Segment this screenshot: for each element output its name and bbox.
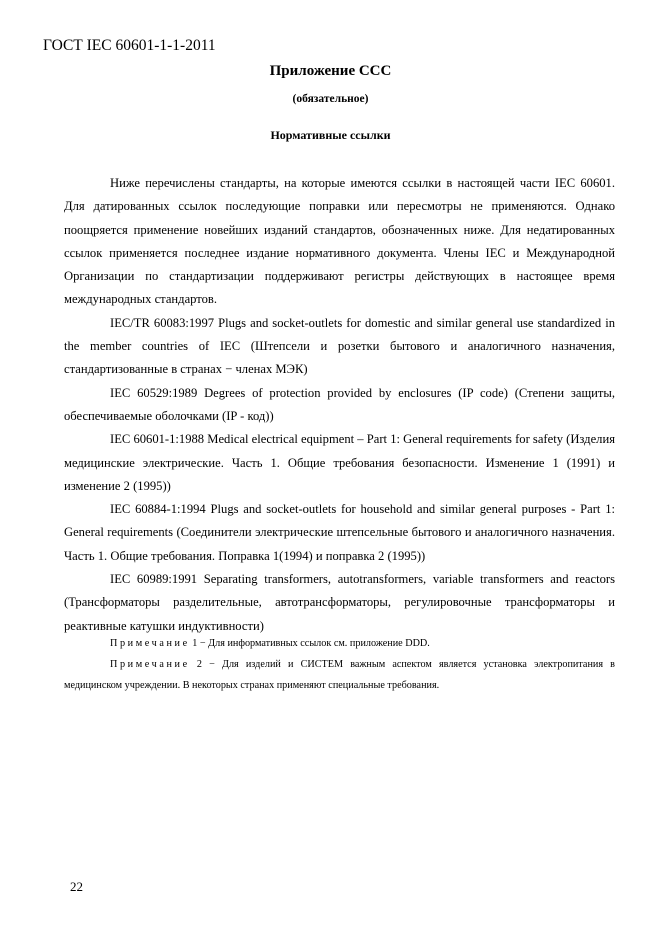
note-label: Примечание [110,659,190,670]
reference-iec-60989: IEC 60989:1991 Separating transformers, autotransformers, variable transformers and reactors (Трансформаторы разделительные, автотрансформаторы, регулировочные трансформаторы и реактивные катушки индуктивности) [64,572,615,633]
reference-iec-60529: IEC 60529:1989 Degrees of protection provided by enclosures (IP code) (Степени защиты, обеспечиваемые оболочками (IP - код)) [64,385,615,423]
note-text: 1 − Для информативных ссылок см. приложение DDD. [192,638,430,649]
document-header-id: ГОСТ IEC 60601-1-1-2011 [43,37,216,54]
note-1 [64,633,615,654]
notes [64,633,615,696]
appendix-title: Приложение CCC [269,63,392,79]
reference-iec-60884-1: IEC 60884-1:1994 Plugs and socket-outlets for household and similar general purposes - Part 1: General requirements (Соединители электрические штепсельные бытового и аналогичного назначения. Часть 1. Общие требования. Поправка 1(1994) и поправка 2 (1995)) [64,502,615,563]
reference-iec-60601-1: IEC 60601-1:1988 Medical electrical equipment – Part 1: General requirements for safety (Изделия медицинские электрические. Часть 1. Общие требования безопасности. Изменение 1 (1991) и изменение 2 (1995)) [64,432,615,493]
note-2 [64,654,615,696]
body-text [64,172,615,638]
section-heading: Нормативные ссылки [270,128,391,142]
note-text: 2 − Для изделий и СИСТЕМ важным аспектом является установка электропитания в медицинском учреждении. В некоторых странах применяют специальные требования. [64,659,615,691]
reference-iec-60083: IEC/TR 60083:1997 Plugs and socket-outlets for domestic and similar general use standardized in the member countries of IEC (Штепсели и розетки бытового и аналогичного назначения, стандартизованные в странах − членах МЭК) [64,315,615,377]
page-number: 22 [70,879,83,894]
appendix-status: (обязательное) [292,93,369,105]
note-label: Примечание [110,638,190,649]
intro-paragraph: Ниже перечислены стандарты, на которые имеются ссылки в настоящей части IEC 60601. Для датированных ссылок последующие поправки или пересмотры не применяются. Однако поощряется применение новейших изданий стандартов, обозначенных ниже. Для недатированных ссылок применяется последнее издание нормативного документа. Члены IEC и Международной Организации по стандартизации поддерживают регистры действующих в настоящее время международных стандартов. [64,176,615,307]
